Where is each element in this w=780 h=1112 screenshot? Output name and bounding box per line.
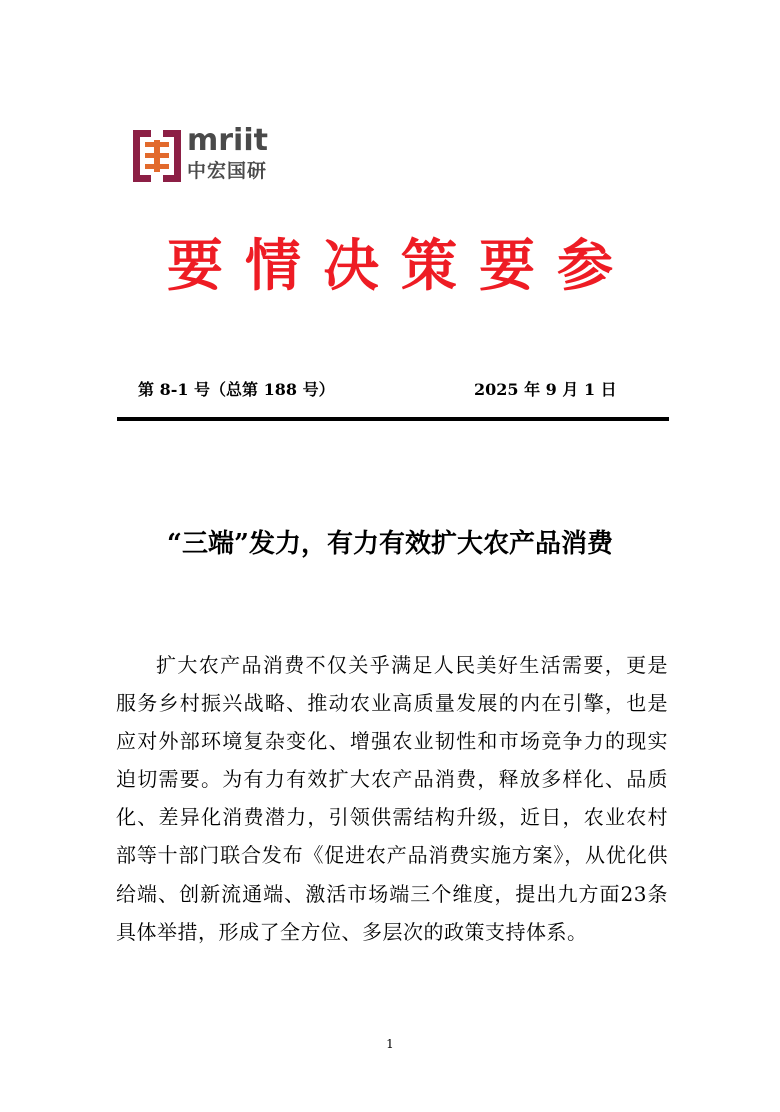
- mriit-logo-icon: [131, 128, 183, 184]
- logo-brand-text: mriit: [187, 123, 268, 158]
- issue-number: 第 8-1 号（总第 188 号）: [138, 380, 335, 399]
- header-divider: [117, 417, 669, 421]
- page-number: 1: [386, 1037, 394, 1051]
- article-body-paragraph: 扩大农产品消费不仅关乎满足人民美好生活需要，更是服务乡村振兴战略、推动农业高质量发展的内在引擎，也是应对外部环境复杂变化、增强农业韧性和市场竞争力的现实迫切需要。为有力有效扩大农产品消费，释放多样化、品质化、差异化消费潜力，引领供需结构升级，近日，农业农村部等十部门联合发布《促进农产品消费实施方案》，从优化供给端、创新流通端、激活市场端三个维度，提出九方面23条具体举措，形成了全方位、多层次的政策支持体系。: [116, 653, 668, 944]
- article-headline: “三端”发力，有力有效扩大农产品消费: [167, 529, 613, 559]
- masthead-title: 要情决策要参: [167, 234, 635, 299]
- issue-date: 2025 年 9 月 1 日: [474, 380, 617, 399]
- logo-chinese-name: 中宏国研: [187, 160, 268, 182]
- mriit-logo: [131, 123, 281, 186]
